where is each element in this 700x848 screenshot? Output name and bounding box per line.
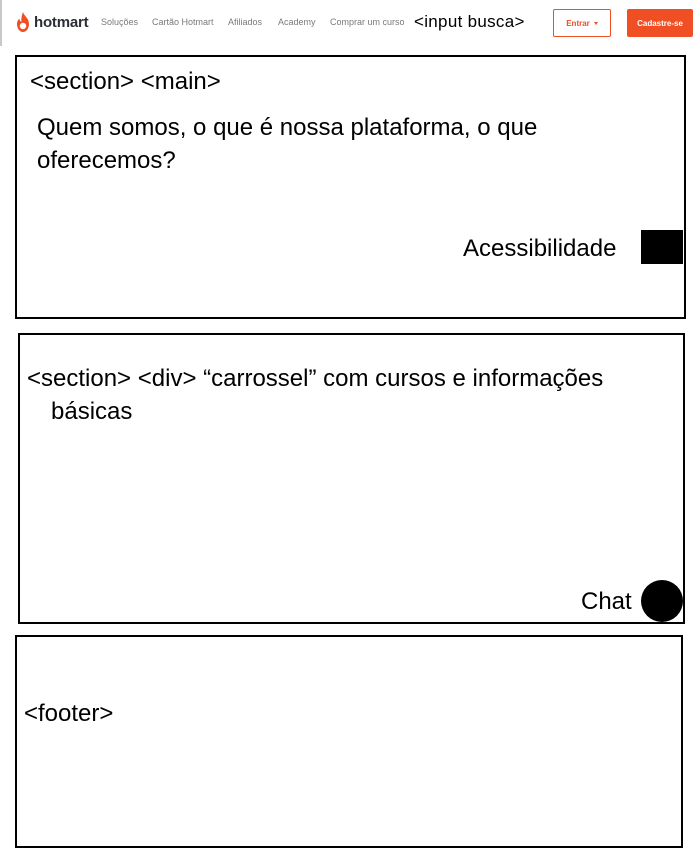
nav-link-cartao-hotmart[interactable]: Cartão Hotmart xyxy=(152,17,214,27)
footer-box xyxy=(15,635,683,848)
chat-button[interactable] xyxy=(641,580,683,622)
main-section-description: Quem somos, o que é nossa plataforma, o que oferecemos? xyxy=(37,114,538,174)
hotmart-logo[interactable] xyxy=(15,10,88,34)
chat-label: Chat xyxy=(581,588,632,615)
login-button-label: Entrar xyxy=(566,18,590,28)
nav-link-academy[interactable]: Academy xyxy=(278,17,316,27)
nav-link-solucoes[interactable]: Soluções xyxy=(101,17,139,27)
search-input-placeholder[interactable]: <input busca> xyxy=(414,12,525,31)
logo-text: hotmart xyxy=(34,13,89,31)
flame-icon xyxy=(15,12,31,32)
carousel-section-tag-label-cont: básicas xyxy=(51,398,133,425)
carousel-section-box xyxy=(18,333,685,624)
main-section-box xyxy=(15,55,686,319)
footer-tag-label: <footer> xyxy=(24,700,114,727)
top-navbar xyxy=(0,0,700,46)
carousel-section-tag-label: <section> <div> “carrossel” com cursos e informações xyxy=(27,365,604,392)
accessibility-button[interactable] xyxy=(641,230,683,264)
nav-link-comprar-curso[interactable]: Comprar um curso xyxy=(330,17,405,27)
main-section-tag-label: <section> <main> xyxy=(30,68,221,95)
signup-button-label: Cadastre-se xyxy=(637,18,683,28)
accessibility-label: Acessibilidade xyxy=(463,235,617,262)
caret-down-icon xyxy=(594,22,598,25)
signup-button[interactable] xyxy=(627,9,693,37)
login-button[interactable] xyxy=(553,9,611,37)
nav-link-afiliados[interactable]: Afiliados xyxy=(228,17,263,27)
